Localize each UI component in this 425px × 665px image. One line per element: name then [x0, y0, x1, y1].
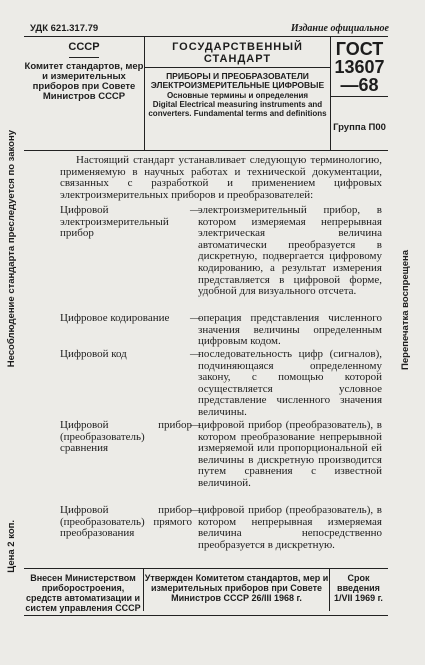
- ussr-block: [24, 37, 145, 150]
- term: Цифровой электроизмерительный прибор: [60, 204, 169, 240]
- term-dash: —: [190, 348, 201, 360]
- document-body: [60, 154, 382, 551]
- term: Цифровое кодирование: [60, 312, 170, 324]
- gost-block: [331, 37, 388, 150]
- term-dash: —: [190, 204, 201, 216]
- edition-label: Издание официальное: [290, 23, 389, 34]
- committee-label: Комитет стандартов, мер и измерительных приборов при Совете Министров СССР: [24, 61, 144, 102]
- group-label: Группа П00: [333, 122, 386, 133]
- price-margin: Цена 2 коп.: [6, 520, 17, 573]
- standard-english-title: Digital Electrical measuring instruments and converters. Fundamental terms and definitions: [148, 100, 327, 118]
- document-header: [24, 36, 388, 151]
- gost-number: 13607—68: [334, 57, 385, 95]
- standard-subtitle: Основные термины и определения: [166, 91, 309, 100]
- term-dash: —: [190, 504, 201, 516]
- reprint-notice-margin: Перепечатка воспрещена: [400, 250, 411, 370]
- standard-title: ПРИБОРЫ И ПРЕОБРАЗОВАТЕЛИ ЭЛЕКТРОИЗМЕРИТЕЛЬНЫЕ ЦИФРОВЫЕ: [150, 71, 325, 90]
- definition: электроизмерительный прибор, в котором измеряемая непрерывная электрическая величина автоматически преобразуется в дискретную, подвергается цифровому кодированию, а результат измерения представляется в цифровой форме, удобной для визуального отсчета.: [198, 204, 382, 298]
- definition: операция представления численного значения величины определенным цифровым кодом.: [198, 312, 382, 348]
- intro-paragraph: Настоящий стандарт устанавливает следующую терминологию, применяемую в научных работах и технической документации, связанных с разработкой и применением цифровых электроизмерительных приборов и преобразователей:: [60, 154, 382, 201]
- definition: цифровой прибор (преобразователь), в котором непрерывная измеряемая величина непосредственно преобразуется в дискретную.: [198, 504, 382, 551]
- udk-code: УДК 621.317.79: [30, 23, 99, 34]
- term: Цифровой прибор (преобразователь) прямого преобразования: [60, 504, 192, 540]
- gost-label: ГОСТ: [335, 39, 384, 59]
- definition: последовательность цифр (сигналов), подчиняющаяся определенному закону, с помощью которой осуществляется условное представление численного значения величины.: [198, 348, 382, 418]
- term: Цифровой прибор (преобразователь) сравнения: [60, 419, 192, 455]
- term: Цифровой код: [60, 348, 127, 360]
- approved-by: Утвержден Комитетом стандартов, мер и измерительных приборов при Совете Министров СССР 26/III 1968 г.: [143, 569, 330, 611]
- country-label: СССР: [68, 41, 100, 53]
- definition: цифровой прибор (преобразователь), в котором преобразование непрерывной измеряемой или пропорциональной ей величины в дискретную производится путем сравнения с известной величиной.: [198, 419, 382, 489]
- document-footer: [24, 568, 388, 616]
- term-dash: —: [190, 419, 201, 431]
- standard-block: [145, 37, 331, 150]
- divider: [69, 57, 99, 58]
- effective-date: Срок введения 1/VII 1969 г.: [334, 573, 383, 603]
- legal-notice-margin: Несоблюдение стандарта преследуется по закону: [6, 130, 17, 368]
- introduced-by: Внесен Министерством приборостроения, средств автоматизации и систем управления СССР: [25, 573, 141, 613]
- term-dash: —: [190, 312, 201, 324]
- standard-kind: ГОСУДАРСТВЕННЫЙ СТАНДАРТ: [145, 41, 330, 68]
